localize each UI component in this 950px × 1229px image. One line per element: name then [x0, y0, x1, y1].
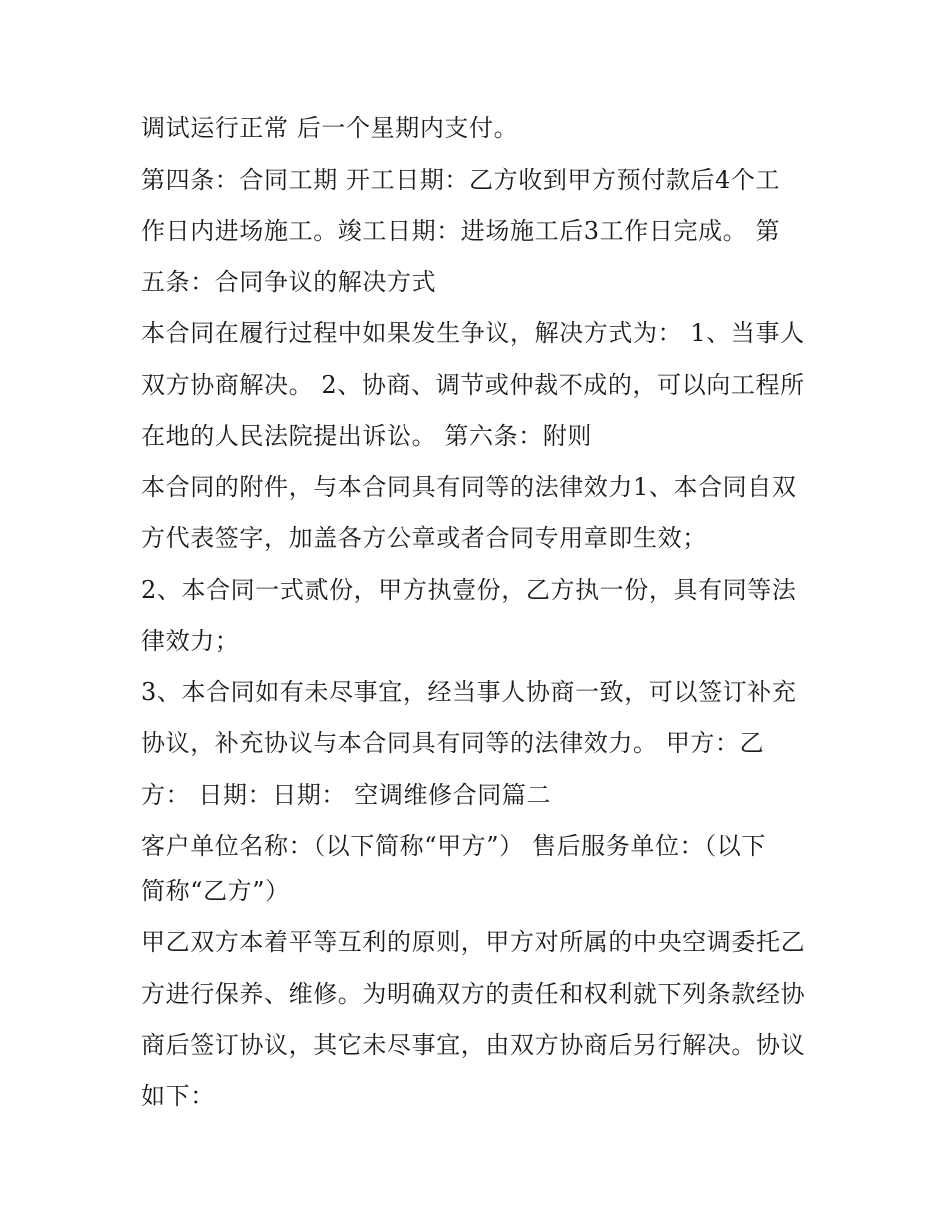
text-line: 客户单位名称：（以下简称“甲方”） 售后服务单位：（以下 [141, 832, 766, 860]
text-line: 方代表签字，加盖各方公章或者合同专用章即生效； [141, 524, 707, 552]
text-line: 律效力； [141, 627, 240, 655]
text-line: 甲乙双方本着平等互利的原则，甲方对所属的中央空调委托乙 [141, 928, 806, 956]
text-line: 在地的人民法院提出诉讼。 第六条：附则 [141, 422, 593, 450]
text-line: 本合同在履行过程中如果发生争议，解决方式为： 1、当事人 [141, 319, 805, 347]
text-line: 调试运行正常 后一个星期内支付。 [141, 114, 519, 142]
text-line: 方： 日期：日期： 空调维修合同篇二 [141, 781, 552, 809]
text-line: 简称“乙方”） [141, 877, 290, 905]
text-line: 协议，补充协议与本合同具有同等的法律效力。 甲方：乙 [141, 729, 765, 757]
text-line: 五条：合同争议的解决方式 [141, 268, 437, 296]
text-line: 3、本合同如有未尽事宜，经当事人协商一致，可以签订补充 [141, 678, 797, 706]
text-line: 商后签订协议，其它未尽事宜，由双方协商后另行解决。协议 [141, 1031, 806, 1059]
text-line: 双方协商解决。 2、协商、调节或仲裁不成的，可以向工程所 [141, 371, 805, 399]
text-line: 作日内进场施工。竣工日期：进场施工后3工作日完成。 第 [141, 217, 781, 245]
text-line: 本合同的附件，与本合同具有同等的法律效力1、本合同自双 [141, 473, 797, 501]
text-line: 如下： [141, 1082, 215, 1110]
text-line: 方进行保养、维修。为明确双方的责任和权利就下列条款经协 [141, 980, 806, 1008]
text-line: 2、本合同一式贰份，甲方执壹份，乙方执一份，具有同等法 [141, 576, 797, 604]
text-line: 第四条：合同工期 开工日期：乙方收到甲方预付款后4个工 [141, 166, 781, 194]
